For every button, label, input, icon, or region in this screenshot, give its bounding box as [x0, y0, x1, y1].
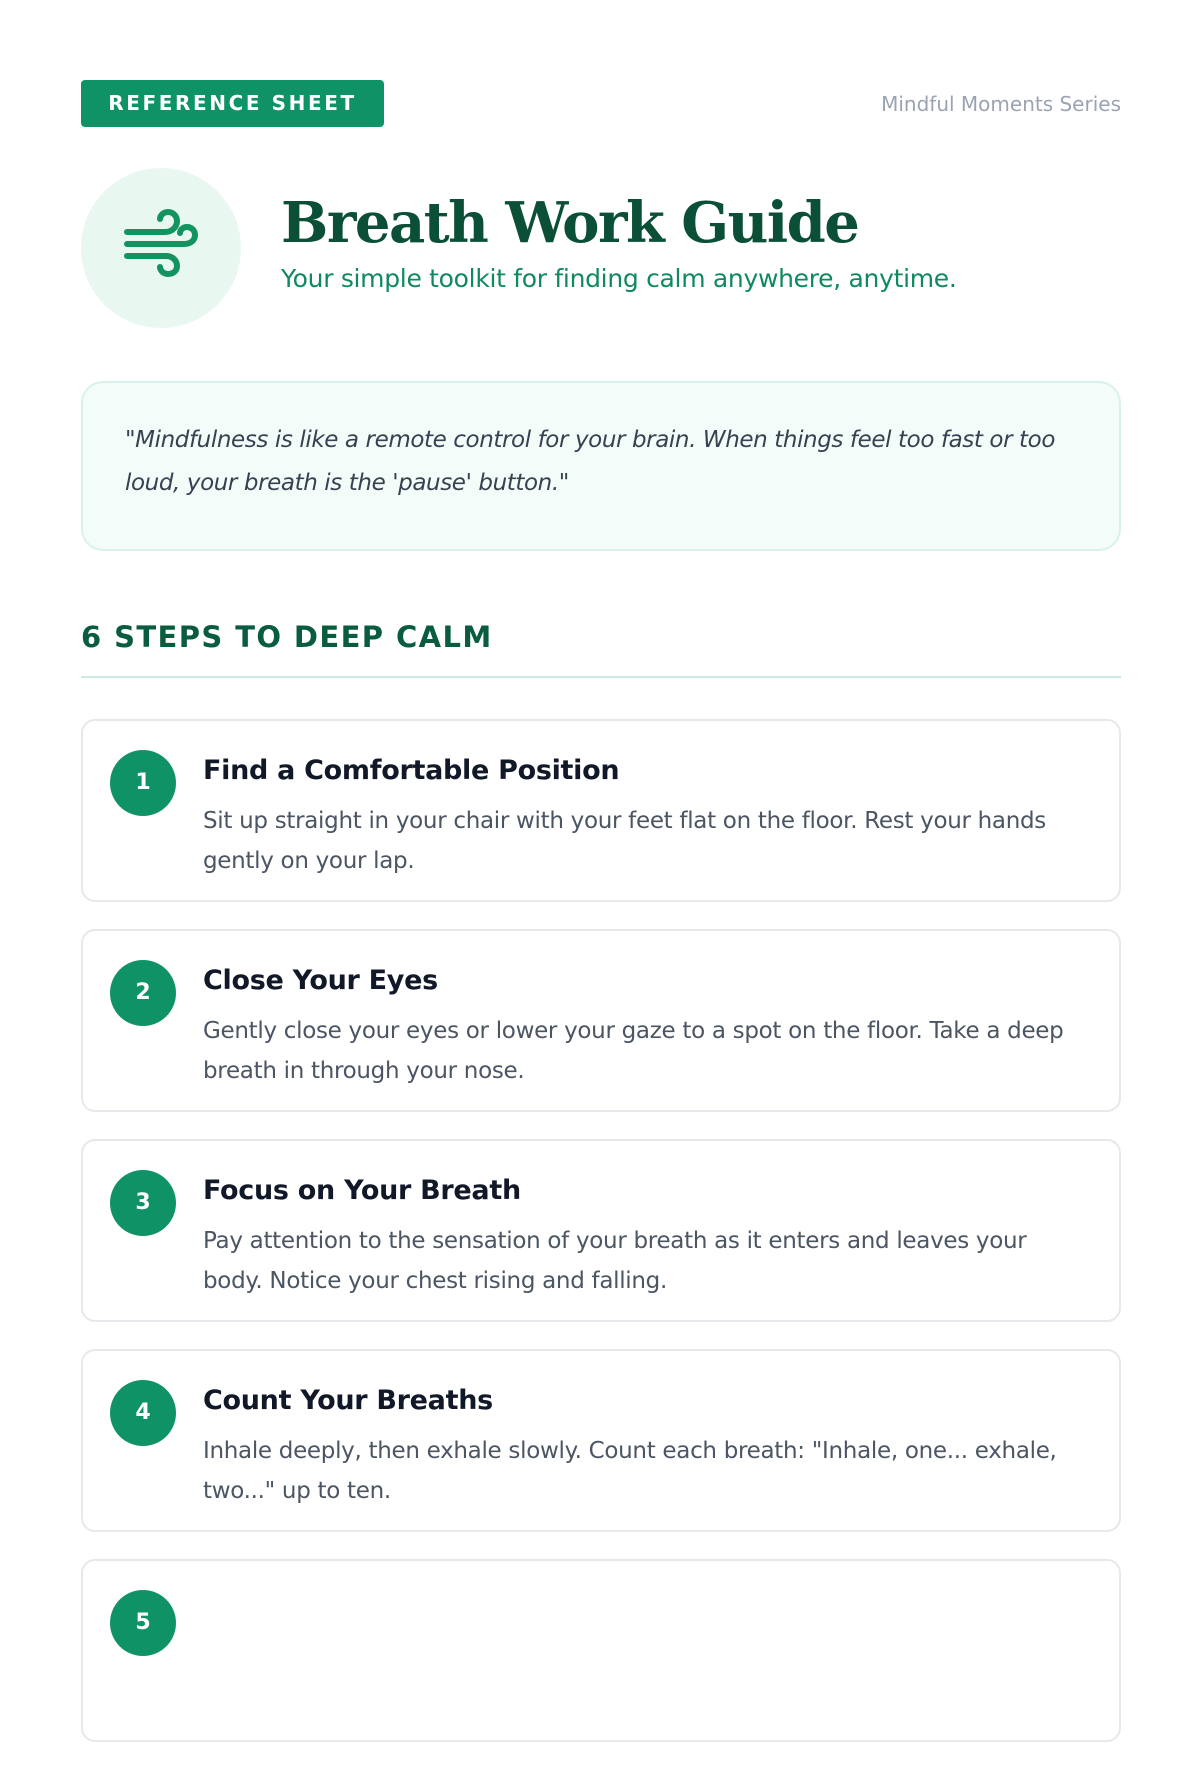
step-title: Close Your Eyes [203, 965, 438, 996]
wind-icon-badge [81, 168, 241, 328]
step-description: Gently close your eyes or lower your gaze to a spot on the floor. Take a deep breath in through your nose. [203, 1018, 1064, 1084]
reference-sheet-tag: REFERENCE SHEET [81, 80, 384, 127]
step-description: Pay attention to the sensation of your breath as it enters and leaves your body. Notice your chest rising and falling. [203, 1228, 1027, 1294]
quote-text: "Mindfulness is like a remote control for your brain. When things feel too fast or too loud, your breath is the 'pause' button." [125, 427, 1056, 496]
step-card [81, 1349, 1121, 1532]
step-number-badge: 3 [110, 1170, 176, 1236]
quote-box [81, 381, 1121, 551]
step-title: Find a Comfortable Position [203, 755, 620, 786]
section-title: 6 STEPS TO DEEP CALM [81, 620, 493, 654]
step-title: Count Your Breaths [203, 1385, 493, 1416]
step-card [81, 1559, 1121, 1742]
section-divider [81, 676, 1121, 678]
step-number-badge: 4 [110, 1380, 176, 1446]
page-title: Breath Work Guide [281, 190, 859, 256]
top-row [81, 80, 1121, 128]
step-title: Focus on Your Breath [203, 1175, 521, 1206]
step-card [81, 929, 1121, 1112]
wind-icon [121, 208, 201, 288]
step-card [81, 1139, 1121, 1322]
step-card [81, 719, 1121, 902]
step-number-badge: 1 [110, 750, 176, 816]
step-number-badge: 2 [110, 960, 176, 1026]
step-description: Sit up straight in your chair with your feet flat on the floor. Rest your hands gently on your lap. [203, 808, 1046, 874]
steps-list [81, 719, 1121, 1769]
step-number-badge: 5 [110, 1590, 176, 1656]
page-subtitle: Your simple toolkit for finding calm anywhere, anytime. [281, 264, 957, 293]
series-label: Mindful Moments Series [881, 92, 1121, 116]
reference-sheet-page [81, 0, 1121, 1635]
step-description: Inhale deeply, then exhale slowly. Count each breath: "Inhale, one... exhale, two..." up to ten. [203, 1438, 1057, 1504]
